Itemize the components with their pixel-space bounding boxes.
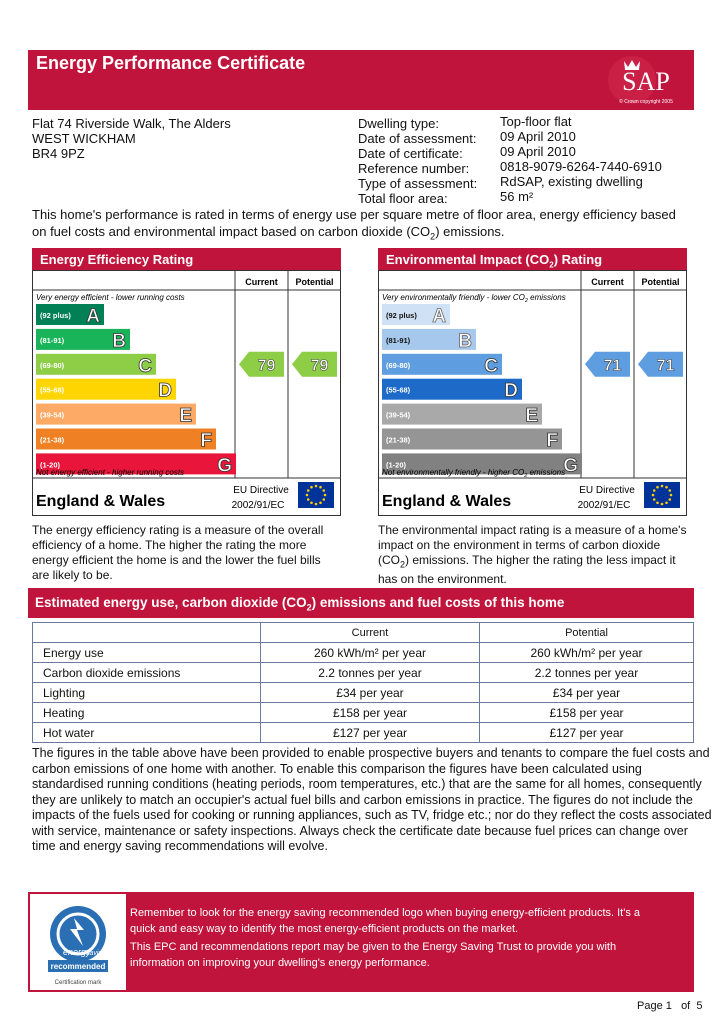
directive-line-1: EU Directive xyxy=(579,485,635,496)
band-range: (1-20) xyxy=(386,460,407,470)
chart-top-caption: Very energy efficient - lower running costs xyxy=(36,293,185,302)
band-range: (55-68) xyxy=(40,385,65,395)
detail-label: Type of assessment: xyxy=(358,176,478,191)
detail-value: RdSAP, existing dwelling xyxy=(500,174,643,189)
estimated-table xyxy=(32,622,694,743)
current-header: Current xyxy=(245,277,278,287)
intro-text: This home's performance is rated in terms of energy use per square metre of floor area, energy efficiency based on fuel costs and environmental impact based on carbon dioxide $(CO_2)$ emissions. xyxy=(32,207,676,242)
address-line: WEST WICKHAM xyxy=(32,131,136,146)
sap-copyright: © Crown copyright 2005 xyxy=(619,99,673,105)
eu-flag-star xyxy=(310,486,313,489)
eu-flag-star xyxy=(315,503,318,506)
potential-header: Potential xyxy=(641,277,680,287)
table-row: Energy use 260 kWh/m² per year 260 kWh/m² per year xyxy=(33,643,694,663)
logo-energy-text: energy xyxy=(63,947,91,957)
page-number: Page 1 of 5 xyxy=(637,1000,703,1012)
table-row: Carbon dioxide emissions 2.2 tonnes per year 2.2 tonnes per year xyxy=(33,663,694,683)
region-label: England & Wales xyxy=(36,493,166,510)
address-line: BR4 9PZ xyxy=(32,146,85,161)
detail-value: 0818-9079-6264-7440-6910 xyxy=(500,159,662,174)
environment-description: The environmental impact rating is a measure of a home's impact on the environment in terms of carbon dioxide $(CO_2)$ emissions. The higher the rating the less impact it has on the environment. xyxy=(378,523,687,587)
energy-saving-logo xyxy=(30,894,126,990)
band-letter: B xyxy=(458,330,472,352)
band-letter: E xyxy=(525,405,538,427)
eu-flag-star xyxy=(652,494,655,497)
band-range: (69-80) xyxy=(386,360,411,370)
band-letter: E xyxy=(179,405,192,427)
eu-flag-star xyxy=(665,486,668,489)
detail-value: 09 April 2010 xyxy=(500,144,576,159)
footer-text xyxy=(130,906,660,971)
eu-flag-star xyxy=(322,489,325,492)
col-potential: Potential xyxy=(480,623,694,643)
band-letter: D xyxy=(158,380,172,402)
detail-value: 09 April 2010 xyxy=(500,129,576,144)
eu-flag-star xyxy=(315,485,318,488)
chart-bottom-caption: Not environmentally friendly - higher $CO_2$ emissions xyxy=(382,468,566,479)
band-range: (21-38) xyxy=(386,435,411,445)
detail-value: 56 m² xyxy=(500,189,534,204)
band-range: (92 plus) xyxy=(386,311,417,320)
chart-bottom-caption: Not energy efficient - higher running costs xyxy=(36,468,185,477)
band-letter: G xyxy=(563,455,578,477)
eu-flag-star xyxy=(653,498,656,501)
directive-line-2: 2002/91/EC xyxy=(231,500,285,511)
current-rating-value: 79 xyxy=(257,357,276,375)
band-range: (92 plus) xyxy=(40,311,71,320)
band-letter: G xyxy=(217,455,232,477)
eu-flag-star xyxy=(306,494,309,497)
footer-text-2: This EPC and recommendations report may be given to the Energy Saving Trust to provide you with information on improving your dwelling's energy performance. xyxy=(130,941,617,969)
efficiency-panel-header: Energy Efficiency Rating xyxy=(32,248,341,270)
detail-label: Date of certificate: xyxy=(358,146,463,161)
current-rating-value: 71 xyxy=(603,357,622,375)
band-range: (69-80) xyxy=(40,360,65,370)
environment-panel-header: Environmental Impact $(CO_2)$ Rating xyxy=(378,248,687,270)
eu-flag-star xyxy=(665,501,668,504)
estimated-section-header: Estimated energy use, carbon dioxide $(CO_2)$ emissions and fuel costs of this home xyxy=(28,588,694,618)
table-row: Heating £158 per year £158 per year xyxy=(33,703,694,723)
eu-flag-star xyxy=(668,498,671,501)
band-range: (39-54) xyxy=(386,410,411,420)
eu-flag-star xyxy=(324,494,327,497)
table-row: Hot water £127 per year £127 per year xyxy=(33,723,694,743)
eu-flag-star xyxy=(670,494,673,497)
detail-label: Date of assessment: xyxy=(358,131,477,146)
eu-flag-star xyxy=(656,486,659,489)
eu-flag-star xyxy=(653,489,656,492)
band-range: (39-54) xyxy=(40,410,65,420)
figures-explanation: The figures in the table above have been provided to enable prospective buyers and tenants to compare the fuel costs and carbon emissions of one home with another. To enable this comparison the figures have been calculated using standardised running conditions (heating periods, room temperatures, etc.) that are the same for all homes, consequently they are unlikely to match an occupier's actual fuel bills and carbon emissions in practice. The figures do not include the impacts of the fuels used for cooking or running appliances, such as TV, fridge etc.; nor do they reflect the costs associated with service, maintenance or safety inspections. Always check the certificate date because fuel prices can change over time and energy saving recommendations will evolve. xyxy=(32,746,712,853)
band-range: (1-20) xyxy=(40,460,61,470)
detail-label: Dwelling type: xyxy=(358,116,439,131)
table-header-row xyxy=(33,623,694,643)
eu-flag-star xyxy=(668,489,671,492)
footer-text-1: Remember to look for the energy saving recommended logo when buying energy-efficient products. It's a quick and easy way to identify the most energy-efficient products on the market. xyxy=(130,907,641,935)
band-letter: B xyxy=(112,330,126,352)
table-row: Lighting £34 per year £34 per year xyxy=(33,683,694,703)
address-line: Flat 74 Riverside Walk, The Alders xyxy=(32,116,231,131)
band-range: (55-68) xyxy=(386,385,411,395)
detail-label: Reference number: xyxy=(358,161,470,176)
sap-logo xyxy=(598,54,690,106)
eu-flag-star xyxy=(319,501,322,504)
band-range: (81-91) xyxy=(40,335,65,345)
eu-flag-star xyxy=(307,489,310,492)
eu-flag-star xyxy=(656,501,659,504)
address xyxy=(32,116,231,161)
logo-saving-text: saving xyxy=(86,950,107,957)
col-current: Current xyxy=(261,623,480,643)
eu-flag-star xyxy=(661,503,664,506)
region-label: England & Wales xyxy=(382,493,512,510)
potential-header: Potential xyxy=(295,277,334,287)
band-letter: F xyxy=(546,430,558,452)
band-letter: A xyxy=(432,306,446,327)
page-title: Energy Performance Certificate xyxy=(36,53,306,73)
band-letter: D xyxy=(504,380,518,402)
eu-flag-star xyxy=(322,498,325,501)
logo-recommended-text: recommended xyxy=(50,962,106,971)
chart-top-caption: Very environmentally friendly - lower $CO_2$ emissions xyxy=(382,293,566,304)
band-letter: A xyxy=(86,306,100,327)
logo-caption: Certification mark xyxy=(54,980,102,986)
detail-value: Top-floor flat xyxy=(500,114,572,129)
band-letter: F xyxy=(200,430,212,452)
eu-flag-star xyxy=(319,486,322,489)
efficiency-description: The energy efficiency rating is a measure of the overall efficiency of a home. The higher the rating the more energy efficient the home is and the lower the fuel bills are likely to be. xyxy=(32,523,324,582)
sap-logo-text: SAP xyxy=(622,67,670,96)
band-letter: C xyxy=(138,355,152,377)
band-range: (81-91) xyxy=(386,335,411,345)
dwelling-details xyxy=(358,116,477,206)
current-header: Current xyxy=(591,277,624,287)
efficiency-chart xyxy=(32,270,341,516)
eu-flag-star xyxy=(307,498,310,501)
detail-label: Total floor area: xyxy=(358,191,448,206)
environment-chart xyxy=(378,270,687,516)
potential-rating-value: 79 xyxy=(310,357,329,375)
dwelling-values xyxy=(500,114,662,204)
band-range: (21-38) xyxy=(40,435,65,445)
band-letter: C xyxy=(484,355,498,377)
directive-line-2: 2002/91/EC xyxy=(577,500,631,511)
eu-flag-star xyxy=(661,485,664,488)
directive-line-1: EU Directive xyxy=(233,485,289,496)
potential-rating-value: 71 xyxy=(656,357,675,375)
eu-flag-star xyxy=(310,501,313,504)
